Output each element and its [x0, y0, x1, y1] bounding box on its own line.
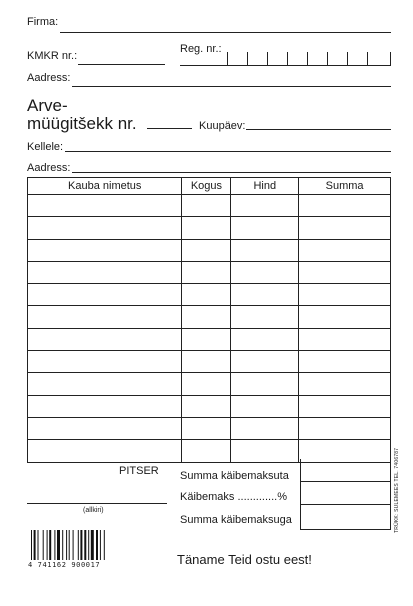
- barcode-bar: [80, 530, 82, 560]
- price-cell[interactable]: [231, 417, 299, 439]
- signature-label: (allkiri): [83, 507, 104, 514]
- firma-label: Firma:: [27, 16, 59, 28]
- barcode-bar: [43, 530, 44, 560]
- sum-cell[interactable]: [299, 395, 391, 417]
- recipient-address-label: Aadress:: [27, 162, 71, 174]
- sum-without-vat-field[interactable]: [300, 481, 391, 482]
- item-name-cell[interactable]: [28, 417, 182, 439]
- item-name-cell[interactable]: [28, 284, 182, 306]
- kmkr-field-line[interactable]: [78, 64, 165, 65]
- table-row: [28, 217, 391, 239]
- barcode-bar: [88, 530, 89, 560]
- quantity-cell[interactable]: [182, 417, 231, 439]
- reg-box-divider: [267, 52, 268, 66]
- sum-cell[interactable]: [299, 261, 391, 283]
- quantity-cell[interactable]: [182, 284, 231, 306]
- item-name-cell[interactable]: [28, 395, 182, 417]
- table-row: [28, 395, 391, 417]
- item-name-cell[interactable]: [28, 239, 182, 261]
- doc-title-line1: Arve-: [27, 96, 68, 115]
- reg-box-divider: [287, 52, 288, 66]
- item-name-cell[interactable]: [28, 306, 182, 328]
- invoice-number-line[interactable]: [147, 128, 192, 129]
- barcode-bar: [57, 530, 60, 560]
- vat-label: Käibemaks .............%: [180, 491, 287, 503]
- barcode-image: [31, 530, 117, 560]
- items-body: [28, 195, 391, 463]
- barcode-bar: [78, 530, 79, 560]
- recipient-address-line[interactable]: [72, 172, 391, 173]
- barcode-number: 4 741162 900017: [28, 561, 101, 569]
- barcode-bar: [34, 530, 36, 560]
- quantity-cell[interactable]: [182, 328, 231, 350]
- sum-cell[interactable]: [299, 351, 391, 373]
- price-cell[interactable]: [231, 440, 299, 462]
- sum-cell[interactable]: [299, 417, 391, 439]
- barcode-bar: [38, 530, 39, 560]
- price-cell[interactable]: [231, 306, 299, 328]
- doc-title-line2: müügitšekk nr.: [27, 114, 137, 133]
- sum-cell[interactable]: [299, 328, 391, 350]
- item-name-cell[interactable]: [28, 440, 182, 462]
- sum-cell[interactable]: [299, 239, 391, 261]
- table-row: [28, 284, 391, 306]
- firma-field-line[interactable]: [60, 32, 391, 33]
- item-name-cell[interactable]: [28, 217, 182, 239]
- thanks-message: Täname Teid ostu eest!: [177, 552, 312, 567]
- barcode-bar: [54, 530, 55, 560]
- sum-cell[interactable]: [299, 373, 391, 395]
- table-row: [28, 351, 391, 373]
- items-table: [27, 177, 391, 463]
- item-name-cell[interactable]: [28, 328, 182, 350]
- item-name-cell[interactable]: [28, 351, 182, 373]
- reg-box-divider: [327, 52, 328, 66]
- sum-cell[interactable]: [299, 306, 391, 328]
- price-cell[interactable]: [231, 261, 299, 283]
- barcode-bar: [49, 530, 51, 560]
- column-header-item-name: Kauba nimetus: [28, 178, 182, 195]
- quantity-cell[interactable]: [182, 239, 231, 261]
- barcode-bar: [100, 530, 101, 560]
- sum-without-vat-label: Summa käibemaksuta: [180, 470, 289, 482]
- barcode-bar: [91, 530, 94, 560]
- price-cell[interactable]: [231, 195, 299, 217]
- reg-box-divider: [247, 52, 248, 66]
- quantity-cell[interactable]: [182, 306, 231, 328]
- table-row: [28, 373, 391, 395]
- signature-line[interactable]: [27, 503, 167, 504]
- stamp-label: PITSER: [119, 465, 159, 477]
- date-label: Kuupäev:: [199, 120, 246, 132]
- reg-box-divider: [390, 52, 391, 66]
- price-cell[interactable]: [231, 373, 299, 395]
- table-header-row: [28, 178, 391, 195]
- quantity-cell[interactable]: [182, 195, 231, 217]
- price-cell[interactable]: [231, 328, 299, 350]
- sender-address-label: Aadress:: [27, 72, 71, 84]
- barcode-bar: [69, 530, 70, 560]
- reg-box-divider: [307, 52, 308, 66]
- price-cell[interactable]: [231, 239, 299, 261]
- column-header-sum: Summa: [299, 178, 391, 195]
- price-cell[interactable]: [231, 217, 299, 239]
- date-field-line[interactable]: [246, 129, 391, 130]
- sum-cell[interactable]: [299, 284, 391, 306]
- sum-cell[interactable]: [299, 217, 391, 239]
- recipient-field-line[interactable]: [65, 151, 391, 152]
- printer-note: TRÜKK: SULEMEES TEL. 7406787: [394, 447, 400, 533]
- table-row: [28, 417, 391, 439]
- price-cell[interactable]: [231, 284, 299, 306]
- barcode-bar: [66, 530, 67, 560]
- table-row: [28, 195, 391, 217]
- kmkr-label: KMKR nr.:: [27, 50, 78, 62]
- reg-box-divider: [347, 52, 348, 66]
- quantity-cell[interactable]: [182, 351, 231, 373]
- sum-cell[interactable]: [299, 195, 391, 217]
- quantity-cell[interactable]: [182, 217, 231, 239]
- table-row: [28, 261, 391, 283]
- sum-with-vat-field[interactable]: [300, 529, 391, 530]
- item-name-cell[interactable]: [28, 195, 182, 217]
- quantity-cell[interactable]: [182, 395, 231, 417]
- column-header-quantity: Kogus: [182, 178, 231, 195]
- barcode-bar: [62, 530, 63, 560]
- item-name-cell[interactable]: [28, 261, 182, 283]
- sender-address-line[interactable]: [72, 86, 391, 87]
- price-cell[interactable]: [231, 395, 299, 417]
- table-row: [28, 239, 391, 261]
- recipient-label: Kellele:: [27, 141, 64, 153]
- column-header-price: Hind: [231, 178, 299, 195]
- barcode-bar: [73, 530, 74, 560]
- barcode-bar: [84, 530, 86, 560]
- item-name-cell[interactable]: [28, 373, 182, 395]
- quantity-cell[interactable]: [182, 440, 231, 462]
- quantity-cell[interactable]: [182, 373, 231, 395]
- quantity-cell[interactable]: [182, 261, 231, 283]
- reg-box-divider: [227, 52, 228, 66]
- totals-box: [300, 459, 391, 530]
- table-row: [28, 306, 391, 328]
- sum-with-vat-label: Summa käibemaksuga: [180, 514, 292, 526]
- barcode-bar: [47, 530, 48, 560]
- barcode-bar: [31, 530, 32, 560]
- barcode-bar: [96, 530, 98, 560]
- reg-box-divider: [367, 52, 368, 66]
- table-row: [28, 328, 391, 350]
- price-cell[interactable]: [231, 351, 299, 373]
- reg-label: Reg. nr.:: [180, 43, 222, 55]
- reg-field-baseline: [180, 65, 391, 66]
- vat-field[interactable]: [300, 504, 391, 505]
- barcode-bar: [104, 530, 105, 560]
